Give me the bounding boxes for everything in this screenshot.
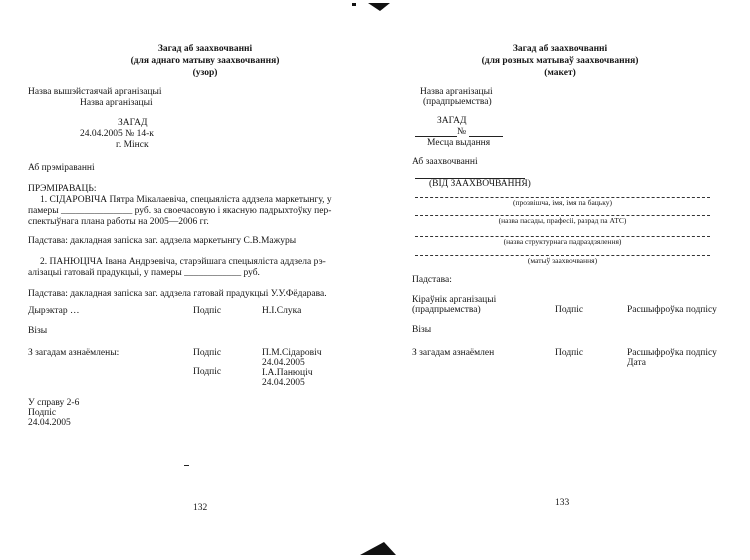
- left-subtitle: (для аднаго матыву заахвочвання): [130, 56, 280, 66]
- left-subject: Аб прэміраванні: [28, 163, 95, 173]
- left-order-date-no: 24.04.2005 № 14-к: [80, 129, 154, 139]
- right-subtitle: (для розных матываў заахвочвання): [481, 56, 639, 66]
- left-order-word: ЗАГАД: [118, 118, 148, 128]
- left-city: г. Мінск: [116, 140, 149, 150]
- left-person1-date: 24.04.2005: [262, 358, 305, 368]
- right-fio-hint: (прозвішча, імя, імя па бацьку): [513, 198, 612, 207]
- left-action: ПРЭМІРАВАЦЬ:: [28, 184, 97, 194]
- left-item1-line2: памеры _______________ руб. за своечасовую і якасную падрыхтоўку пер-: [28, 206, 332, 216]
- left-item1-line1: 1. СІДАРОВІЧА Пятра Мікалаевіча, спецыяліста аддзела маркетынгу, у: [40, 195, 332, 205]
- right-org-name: Назва арганізацыі: [420, 87, 493, 97]
- right-acq-date: Дата: [627, 358, 646, 368]
- left-file-to: У справу 2-6: [28, 398, 80, 408]
- right-head-line2: (прадпрыемства): [412, 305, 481, 315]
- right-acq-decode: Расшыфроўка подпісу: [627, 348, 717, 358]
- left-basis2: Падстава: дакладная запіска заг. аддзела гатовай прадукцыі У.У.Фёдарава.: [28, 289, 327, 299]
- left-file-date: 24.04.2005: [28, 418, 71, 428]
- right-acquainted: З загадам азнаёмлен: [412, 348, 495, 358]
- right-page-number: 133: [555, 498, 570, 508]
- right-visas: Візы: [412, 325, 432, 335]
- left-title: Загад аб заахвочванні: [157, 44, 253, 54]
- right-number-blank: [469, 136, 503, 137]
- right-head-decode: Расшыфроўка подпісу: [627, 305, 717, 315]
- right-motive-hint: (матыў заахвочвання): [527, 256, 598, 265]
- right-basis: Падстава:: [412, 275, 452, 285]
- left-org-name: Назва арганізацыі: [80, 98, 153, 108]
- left-person1-name: П.М.Сідаровіч: [262, 348, 322, 358]
- right-date-blank: [415, 136, 457, 137]
- right-order-word: ЗАГАД: [437, 116, 467, 126]
- right-unit-hint: (назва структурнага падраздзялення): [503, 237, 622, 246]
- left-page-number: 132: [193, 503, 208, 513]
- left-director: Дырэктар …: [28, 306, 80, 316]
- left-item2-line2: алізацыі гатовай прадукцыі, у памеры ____________ руб.: [28, 268, 260, 278]
- left-item1-line3: спектыўнага плана работы на 2005—2006 гг.: [28, 217, 209, 227]
- left-sign-label-2: Подпіс: [193, 367, 222, 377]
- left-tag: (узор): [192, 68, 218, 78]
- left-sign-label-1: Подпіс: [193, 348, 222, 358]
- right-org-alt: (прадпрыемства): [423, 97, 492, 107]
- left-acquainted: З загадам азнаёмлены:: [28, 348, 120, 358]
- right-kind: (ВІД ЗААХВОЧВАННЯ): [429, 179, 531, 189]
- left-director-name: Н.І.Слука: [262, 306, 302, 316]
- left-item2-line1: 2. ПАНЮЦІЧА Івана Андрэевіча, старэйшага спецыяліста аддзела рэ-: [40, 257, 326, 267]
- right-subject: Аб заахвочванні: [412, 157, 478, 167]
- left-director-sign: Подпіс: [193, 306, 222, 316]
- right-head-sign: Подпіс: [555, 305, 584, 315]
- right-number-sign: №: [457, 127, 467, 137]
- right-head-line1: Кіраўнік арганізацыі: [412, 295, 497, 305]
- right-title: Загад аб заахвочванні: [512, 44, 608, 54]
- left-org-higher: Назва вышэйстаячай арганізацыі: [28, 87, 162, 97]
- left-basis1: Падстава: дакладная запіска заг. аддзела маркетынгу С.В.Мажуры: [28, 236, 297, 246]
- left-person2-name: І.А.Панюціч: [262, 368, 313, 378]
- left-stray-mark: [184, 465, 189, 466]
- right-tag: (макет): [544, 68, 576, 78]
- right-page: [375, 0, 750, 560]
- right-position-hint: (назва пасады, прафесіі, разрад па АТС): [498, 216, 627, 225]
- left-person2-date: 24.04.2005: [262, 378, 305, 388]
- right-acq-sign: Подпіс: [555, 348, 584, 358]
- left-visas: Візы: [28, 326, 48, 336]
- left-file-sign: Подпіс: [28, 408, 57, 418]
- right-issue-place: Месца выдання: [427, 138, 491, 148]
